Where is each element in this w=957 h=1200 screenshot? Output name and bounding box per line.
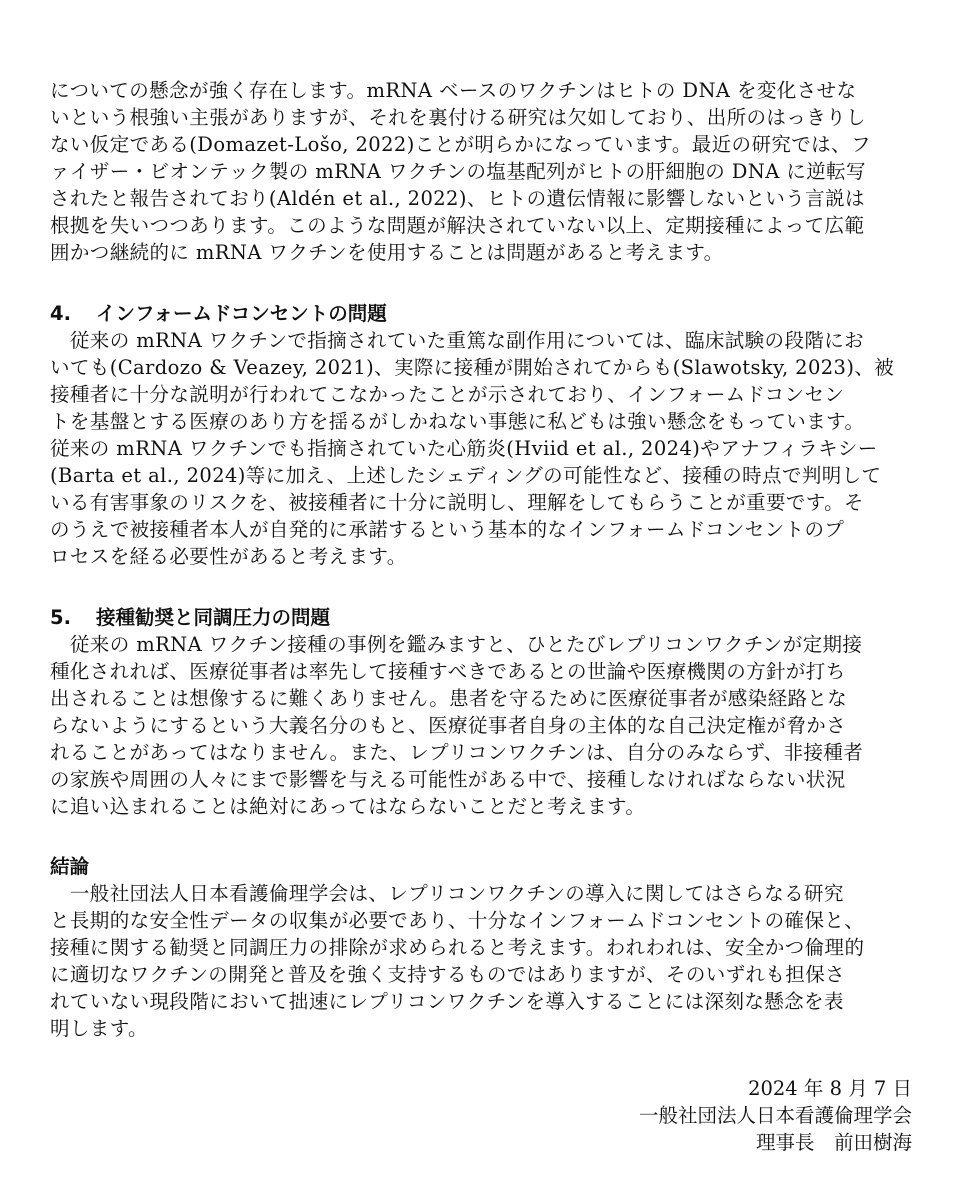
conclusion-line: 接種に関する勧奨と同調圧力の排除が求められると考えます。われわれは、安全かつ倫理的 xyxy=(50,936,865,959)
section-5-line: に追い込まれることは絶対にあってはならないことだと考えます。 xyxy=(50,795,646,818)
conclusion-line: と長期的な安全性データの収集が必要であり、十分なインフォームドコンセントの確保と、 xyxy=(50,909,865,932)
section-4-line: 従来の mRNA ワクチンでも指摘されていた心筋炎(Hviid et al., 2024)やアナフィラキシー xyxy=(50,437,878,460)
intro-line: 囲かつ継続的に mRNA ワクチンを使用することは問題があると考えます。 xyxy=(50,241,724,264)
section-4-line: 接種者に十分な説明が行われてこなかったことが示されており、インフォームドコンセン xyxy=(50,383,845,406)
conclusion-line: に適切なワクチンの開発と普及を強く支持するものではありますが、そのいずれも担保さ xyxy=(50,963,846,986)
intro-line: 根拠を失いつつあります。このような問題が解決されていない以上、定期接種によって広範 xyxy=(50,214,865,237)
section-4-heading xyxy=(50,300,387,327)
section-5-line: の家族や周囲の人々にまで影響を与える可能性がある中で、接種しなければならない状況 xyxy=(50,768,846,791)
section-4-line: (Barta et al., 2024)等に加え、上述したシェディングの可能性など、接種の時点で判明して xyxy=(50,464,882,487)
section-4-line: いる有害事象のリスクを、被接種者に十分に説明し、理解をしてもらうことが重要です。そ xyxy=(50,491,864,514)
section-5-title: 接種勧奨と同調圧力の問題 xyxy=(96,606,331,629)
signature-date: 2024 年 8 月 7 日 xyxy=(748,1077,912,1100)
section-4-line: トを基盤とする医療のあり方を揺るがしかねない事態に私どもは強い懸念をもっています。 xyxy=(50,410,865,433)
section-4-title: インフォームドコンセントの問題 xyxy=(96,302,387,325)
intro-line: いという根強い主張がありますが、それを裏付ける研究は欠如しており、出所のはっきりし xyxy=(50,106,866,129)
conclusion-line: れていない現段階において拙速にレプリコンワクチンを導入することには深刻な懸念を表 xyxy=(50,990,844,1013)
section-4-number: 4. xyxy=(50,302,71,325)
section-5-line: らないようにするという大義名分のもと、医療従事者自身の主体的な自己決定権が脅かさ xyxy=(50,714,847,737)
section-4-line: いても(Cardozo & Veazey, 2021)、実際に接種が開始されてからも(Slawotsky, 2023)、被 xyxy=(50,356,895,379)
section-5-number: 5. xyxy=(50,606,71,629)
intro-line: されたと報告されており(Aldén et al., 2022)、ヒトの遺伝情報に影響しないという言説は xyxy=(50,187,865,210)
intro-line: についての懸念が強く存在します。mRNA ベースのワクチンはヒトの DNA を変化させな xyxy=(50,79,857,102)
section-5-line: 種化されれば、医療従事者は率先して接種すべきであるとの世論や医療機関の方針が打ち xyxy=(50,660,846,683)
signature-representative: 理事長 前田樹海 xyxy=(755,1131,912,1154)
section-5-line: 従来の mRNA ワクチン接種の事例を鑑みますと、ひとたびレプリコンワクチンが定期接 xyxy=(50,633,863,656)
conclusion-heading: 結論 xyxy=(50,855,90,878)
conclusion-line: 一般社団法人日本看護倫理学会は、レプリコンワクチンの導入に関してはさらなる研究 xyxy=(50,882,844,905)
section-4-line: 従来の mRNA ワクチンで指摘されていた重篤な副作用については、臨床試験の段階にお xyxy=(50,329,865,352)
section-5-heading xyxy=(50,604,330,631)
section-4-line: のうえで被接種者本人が自発的に承諾するという基本的なインフォームドコンセントのプ xyxy=(50,518,845,541)
section-4-line: ロセスを経る必要性があると考えます。 xyxy=(50,545,407,568)
conclusion-line: 明します。 xyxy=(50,1017,148,1040)
section-5-line: れることがあってはなりません。また、レプリコンワクチンは、自分のみならず、非接種者 xyxy=(50,741,864,764)
signature-organization: 一般社団法人日本看護倫理学会 xyxy=(638,1104,912,1127)
intro-line: ない仮定である(Domazet-Lošo, 2022)ことが明らかになっています。最近の研究では、フ xyxy=(50,133,871,156)
intro-line: ァイザー・ビオンテック製の mRNA ワクチンの塩基配列がヒトの肝細胞の DNA に逆転写 xyxy=(50,160,866,183)
section-5-line: 出されることは想像するに難くありません。患者を守るために医療従事者が感染経路とな xyxy=(50,687,848,710)
